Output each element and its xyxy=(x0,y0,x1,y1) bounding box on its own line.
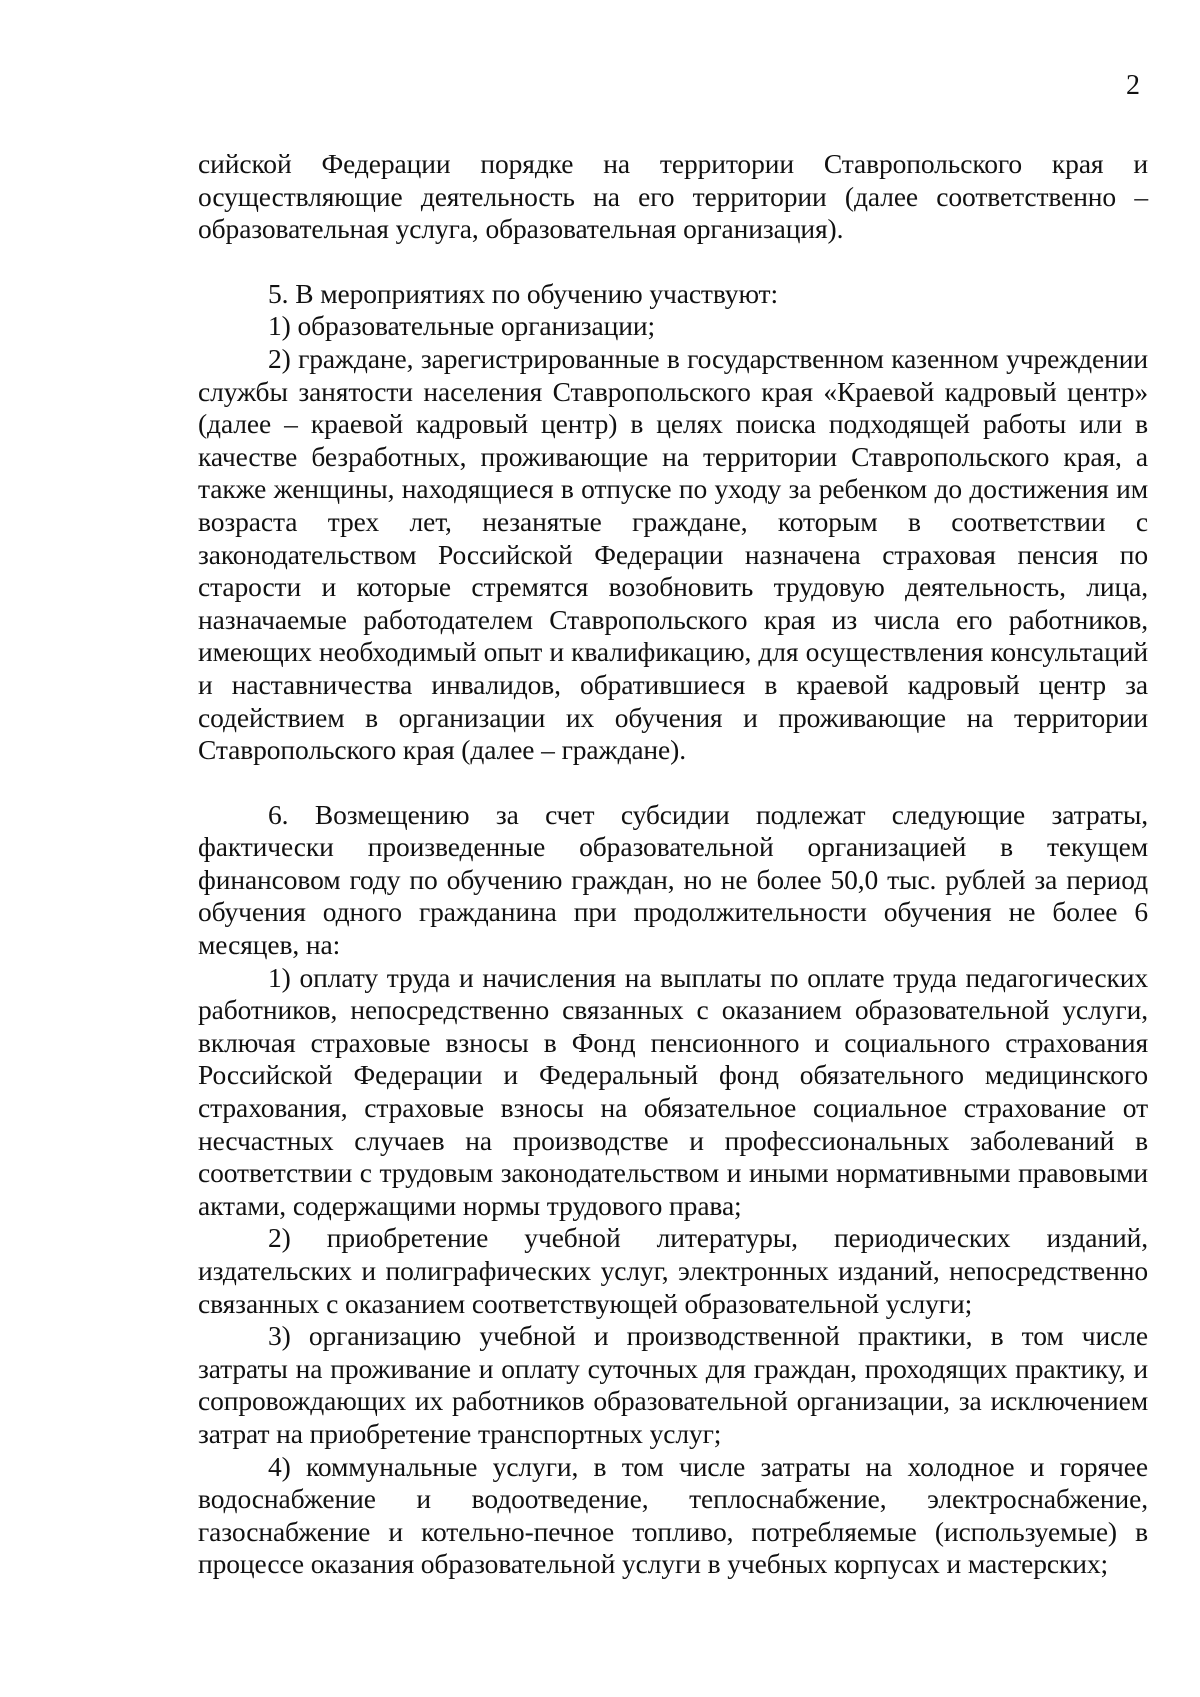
paragraph-item-6: 6. Возмещению за счет субсидии подлежат следующие затраты, фактически произведенные образовательной организацией в текущем финансовом году по обучению граждан, но не более 50,0 тыс. рублей за период обучения одного гражданина при продолжительности обучения не более 6 месяцев, на: xyxy=(198,798,1148,961)
paragraph-continuation: сийской Федерации порядке на территории Ставропольского края и осуществляющие деятельность на его территории (далее соответственно – образовательная услуга, образовательная организация). xyxy=(198,148,1148,245)
page-number: 2 xyxy=(1126,70,1140,101)
paragraph-item-5-2: 2) граждане, зарегистрированные в государственном казенном учреждении службы занятости населения Ставропольского края «Краевой кадровый центр» (далее – краевой кадровый центр) в целях поиска подходящей работы или в качестве безработных, проживающие на территории Ставропольского края, а также женщины, находящиеся в отпуске по уходу за ребенком до достижения им возраста трех лет, незанятые граждане, которым в соответствии с законодательством Российской Федерации назначена страховая пенсия по старости и которые стремятся возобновить трудовую деятельность, лица, назначаемые работодателем Ставропольского края из числа его работников, имеющих необходимый опыт и квалификацию, для осуществления консультаций и наставничества инвалидов, обратившиеся в краевой кадровый центр за содействием в организации их обучения и проживающие на территории Ставропольского края (далее – граждане). xyxy=(198,342,1148,766)
paragraph-item-6-4: 4) коммунальные услуги, в том числе затраты на холодное и горячее водоснабжение и водоотведение, теплоснабжение, электроснабжение, газоснабжение и котельно-печное топливо, потребляемые (используемые) в процессе оказания образовательной услуги в учебных корпусах и мастерских; xyxy=(198,1450,1148,1580)
paragraph-item-6-1: 1) оплату труда и начисления на выплаты по оплате труда педагогических работников, непосредственно связанных с оказанием образовательной услуги, включая страховые взносы в Фонд пенсионного и социального страхования Российской Федерации и Федеральный фонд обязательного медицинского страхования, страховые взносы на обязательное социальное страхование от несчастных случаев на производстве и профессиональных заболеваний в соответствии с трудовым законодательством и иными нормативными правовыми актами, содержащими нормы трудового права; xyxy=(198,961,1148,1221)
paragraph-item-5: 5. В мероприятиях по обучению участвуют: xyxy=(268,277,778,309)
paragraph-item-6-2: 2) приобретение учебной литературы, периодических изданий, издательских и полиграфических услуг, электронных изданий, непосредственно связанных с оказанием соответствующей образовательной услуги; xyxy=(198,1222,1148,1319)
paragraph-item-5-1: 1) образовательные организации; xyxy=(268,310,655,342)
document-body xyxy=(198,148,1148,1581)
paragraph-item-6-3: 3) организацию учебной и производственной практики, в том числе затраты на проживание и оплату суточных для граждан, проходящих практику, и сопровождающих их работников образовательной организации, за исключением затрат на приобретение транспортных услуг; xyxy=(198,1320,1148,1449)
